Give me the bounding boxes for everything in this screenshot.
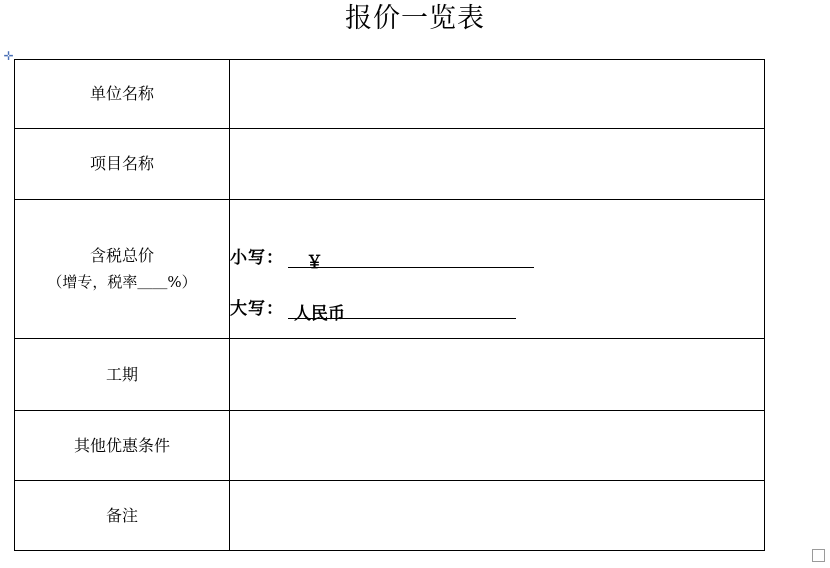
label-text: 其他优惠条件 [73, 435, 170, 455]
row-value-other-benefits[interactable] [230, 411, 765, 481]
row-label-total-price [15, 200, 230, 339]
row-value-total-price[interactable] [230, 200, 765, 339]
page-title: 报价一览表 [345, 3, 485, 34]
table-row [15, 200, 765, 339]
quotation-table [14, 59, 765, 551]
table-move-handle[interactable]: ✛ [3, 49, 14, 63]
label-text: 含税总价 [89, 246, 154, 265]
row-label-project-name [15, 129, 230, 200]
price-uppercase-label: 大写： [230, 299, 284, 319]
label-text: 单位名称 [89, 84, 154, 103]
row-label-duration [15, 339, 230, 411]
price-lowercase-input[interactable] [288, 248, 534, 273]
price-lowercase-label: 小写： [230, 248, 284, 268]
label-text: 备注 [105, 505, 138, 525]
table-row [15, 411, 765, 481]
row-label-company-name [15, 60, 230, 129]
row-value-duration[interactable] [230, 339, 765, 411]
price-uppercase-line [230, 294, 764, 324]
label-text: 工期 [105, 364, 138, 384]
price-uppercase-input[interactable] [288, 299, 516, 324]
label-subtext-tax-rate: （增专，税率＿＿%） [47, 273, 197, 291]
page-resize-handle[interactable] [812, 549, 825, 562]
table-row [15, 339, 765, 411]
row-value-project-name[interactable] [230, 129, 765, 200]
currency-symbol: ￥ [306, 253, 323, 273]
currency-word-prefix: 人民币 [294, 304, 345, 324]
row-value-company-name[interactable] [230, 60, 765, 129]
row-label-other-benefits [15, 411, 230, 481]
price-lowercase-line [230, 243, 764, 273]
table-row [15, 60, 765, 129]
row-value-remarks[interactable] [230, 481, 765, 551]
table-row [15, 129, 765, 200]
label-text: 项目名称 [89, 154, 154, 173]
row-label-remarks [15, 481, 230, 551]
table-row [15, 481, 765, 551]
